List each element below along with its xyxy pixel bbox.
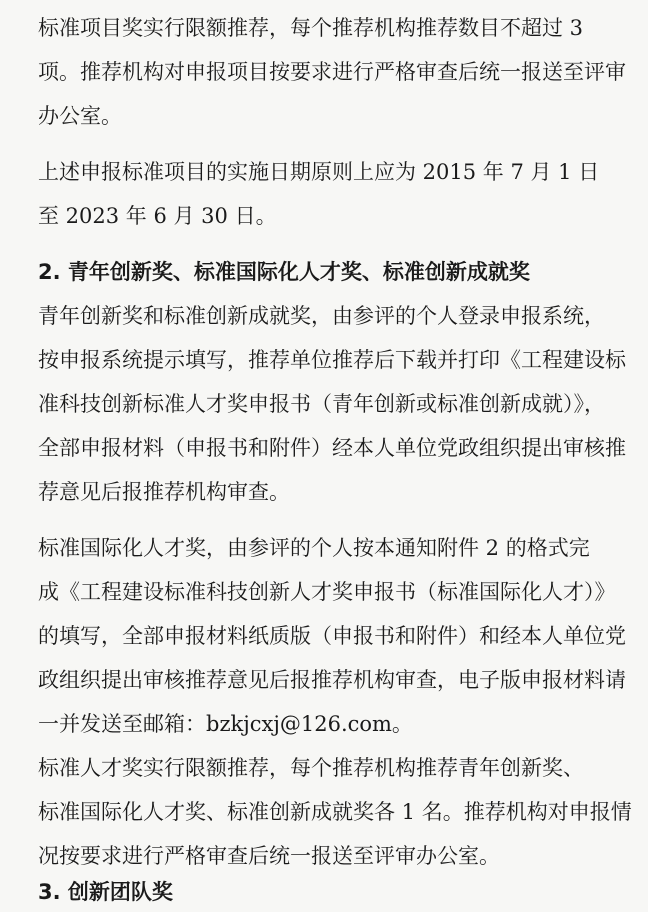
section-heading-3: 3. 创新团队奖 — [38, 880, 173, 904]
paragraph-line: 标准国际化人才奖，由参评的个人按本通知附件 2 的格式完 — [38, 536, 590, 560]
paragraph-line: 上述申报标准项目的实施日期原则上应为 2015 年 7 月 1 日 — [38, 160, 600, 184]
paragraph-line: 标准项目奖实行限额推荐，每个推荐机构推荐数目不超过 3 — [38, 16, 584, 40]
paragraph-line: 全部申报材料（申报书和附件）经本人单位党政组织提出审核推 — [38, 436, 626, 460]
paragraph-line: 至 2023 年 6 月 30 日。 — [38, 204, 277, 228]
paragraph-line: 标准人才奖实行限额推荐，每个推荐机构推荐青年创新奖、 — [38, 756, 584, 780]
paragraph-line: 办公室。 — [38, 104, 122, 128]
paragraph-line: 荐意见后报推荐机构审查。 — [38, 480, 290, 504]
paragraph-line: 按申报系统提示填写，推荐单位推荐后下载并打印《工程建设标 — [38, 348, 626, 372]
paragraph-line: 况按要求进行严格审查后统一报送至评审办公室。 — [38, 844, 500, 868]
paragraph-line: 准科技创新标准人才奖申报书（青年创新或标准创新成就）》， — [38, 392, 605, 416]
paragraph-line: 成《工程建设标准科技创新人才奖申报书（标准国际化人才）》 — [38, 580, 616, 604]
paragraph-line: 青年创新奖和标准创新成就奖，由参评的个人登录申报系统， — [38, 304, 605, 328]
paragraph-line: 项。推荐机构对申报项目按要求进行严格审查后统一报送至评审 — [38, 60, 626, 84]
section-heading-2: 2. 青年创新奖、标准国际化人才奖、标准创新成就奖 — [38, 260, 530, 284]
paragraph-line: 标准国际化人才奖、标准创新成就奖各 1 名。推荐机构对申报情 — [38, 800, 632, 824]
paragraph-line: 的填写，全部申报材料纸质版（申报书和附件）和经本人单位党 — [38, 624, 626, 648]
paragraph-line: 一并发送至邮箱：bzkjcxj@126.com。 — [38, 712, 413, 736]
paragraph-line: 政组织提出审核推荐意见后报推荐机构审查，电子版申报材料请 — [38, 668, 626, 692]
